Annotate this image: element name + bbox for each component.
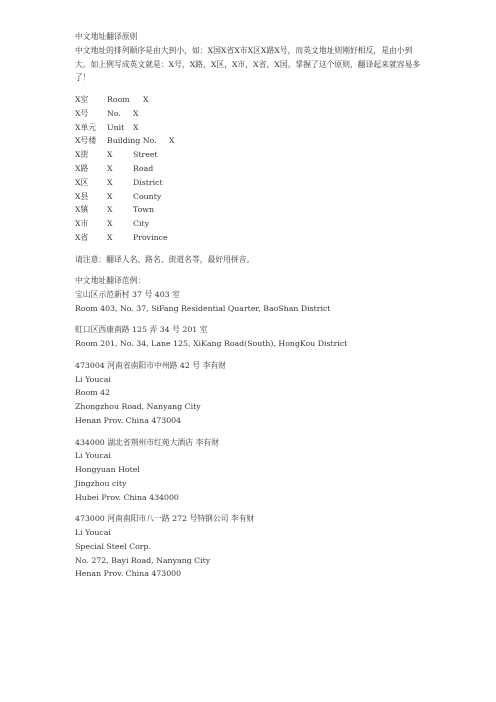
address-line: 473000 河南南阳市八一路 272 号特钢公司 李有财 — [75, 514, 255, 524]
unit-table — [75, 93, 427, 245]
address-line: Special Steel Corp. — [75, 541, 151, 551]
address-block — [75, 512, 427, 581]
place-row: X路 X Road — [75, 163, 154, 173]
address-line: Hubei Prov. China 434000 — [75, 492, 179, 502]
intro-paragraph: 中文地址的排列顺序是由大到小，如：X国X省X市X区X路X号，而英文地址则刚好相反，是由小到大。如上例写成英文就是：X号，X路，X区，X市，X省，X国。掌握了这个原则，翻译起来就容易多了！ — [75, 45, 421, 83]
address-block — [75, 359, 427, 428]
unit-row: X号 No. X — [75, 108, 139, 118]
example-cn: 宝山区示范新村 37 号 403 室 — [75, 289, 180, 299]
address-line: Zhongzhou Road, Nanyang City — [75, 402, 201, 412]
address-line: Li Youcai — [75, 528, 111, 538]
place-row: X区 X District — [75, 177, 163, 187]
address-line: Li Youcai — [75, 374, 111, 384]
document-page — [75, 30, 427, 581]
unit-row: X室 Room X — [75, 94, 149, 104]
examples-title: 中文地址翻译范例： — [75, 276, 146, 286]
place-row: X镇 X Town — [75, 205, 154, 215]
address-line: Henan Prov. China 473000 — [75, 569, 182, 579]
address-line: Room 42 — [75, 388, 111, 398]
place-row: X省 X Province — [75, 232, 168, 242]
example-en: Room 403, No. 37, SiFang Residential Quarter, BaoShan District — [75, 303, 331, 313]
place-row: X县 X County — [75, 191, 162, 201]
example-cn: 虹口区西康南路 125 弄 34 号 201 室 — [75, 325, 208, 335]
address-line: Li Youcai — [75, 451, 111, 461]
address-line: 473004 河南省南阳市中州路 42 号 李有财 — [75, 360, 226, 370]
unit-row: X号楼 Building No. X — [75, 136, 175, 146]
place-row: X市 X City — [75, 219, 149, 229]
address-line: Jingzhou city — [75, 478, 127, 488]
place-row: X街 X Street — [75, 150, 158, 160]
example-en: Room 201, No. 34, Lane 125, XiKang Road(South), HongKou District — [75, 339, 348, 349]
address-block — [75, 436, 427, 505]
doc-title: 中文地址翻译原则 — [75, 32, 138, 41]
address-line: 434000 湖北省荆州市红苑大酒店 李有财 — [75, 437, 219, 447]
address-line: Henan Prov. China 473004 — [75, 415, 182, 425]
address-line: No. 272, Bayi Road, Nanyang City — [75, 555, 211, 565]
note-text: 请注意：翻译人名、路名、街道名等，最好用拼音。 — [75, 254, 255, 264]
address-line: Hongyuan Hotel — [75, 465, 140, 475]
unit-row: X单元 Unit X — [75, 122, 139, 132]
